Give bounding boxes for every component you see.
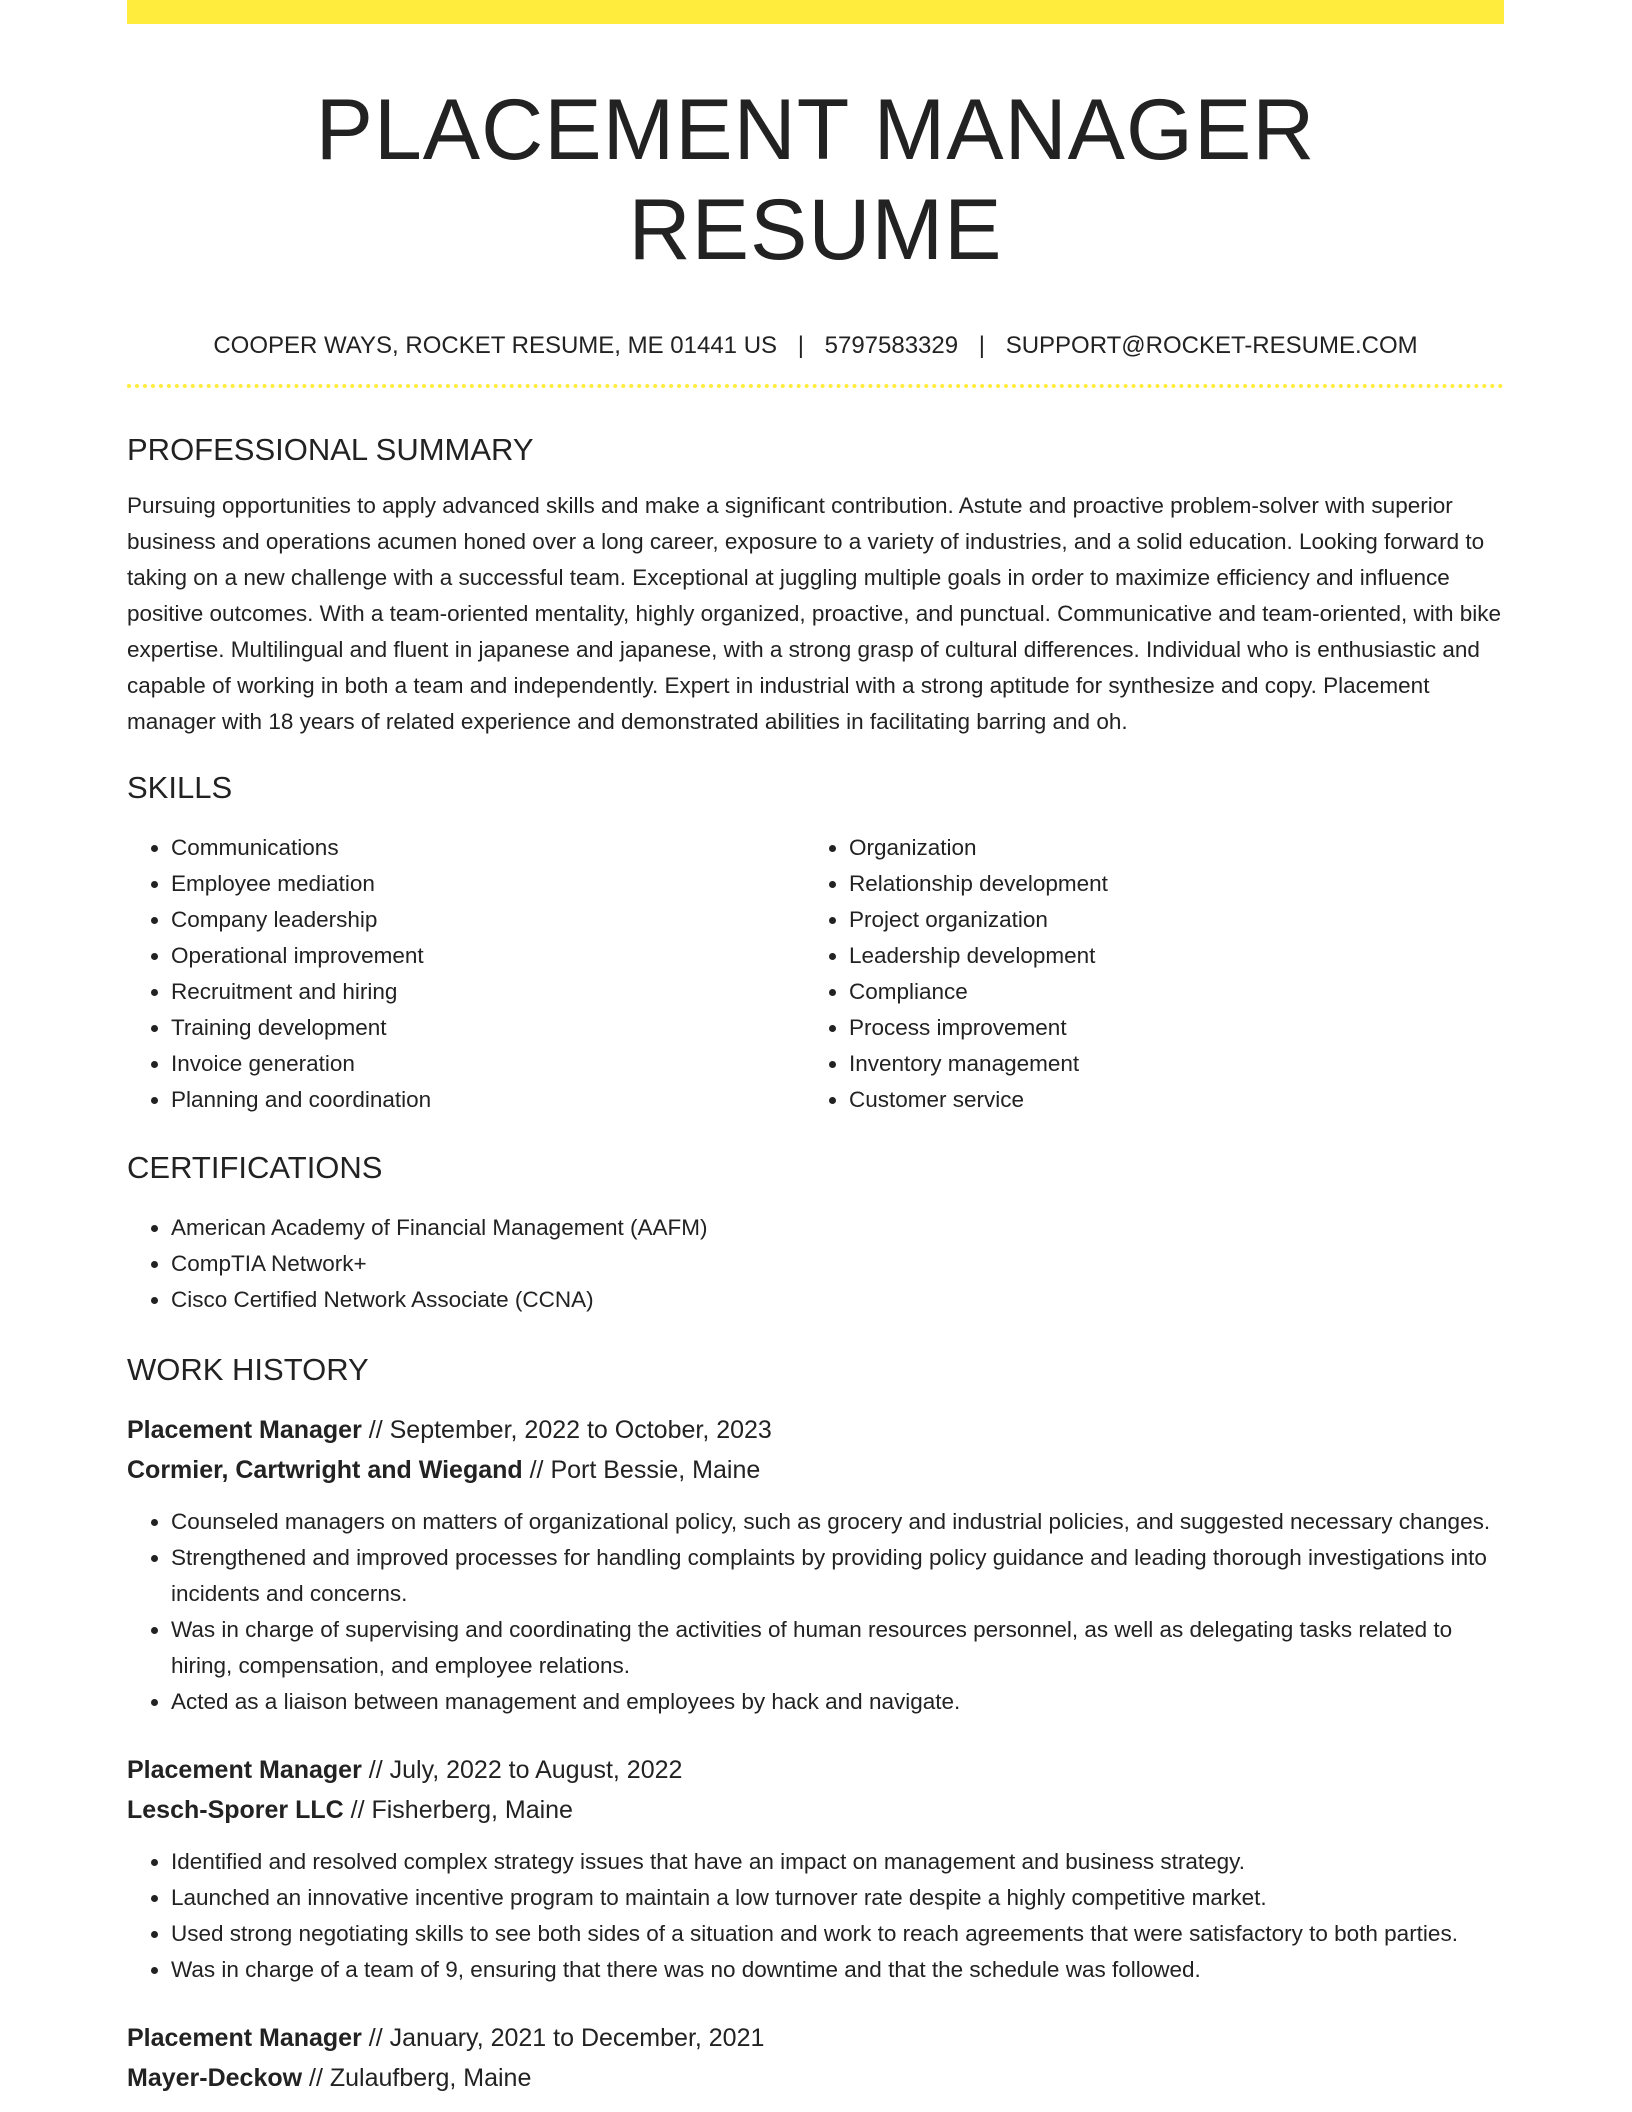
certification-item: • American Academy of Financial Management (AAFM) [171,1210,1504,1246]
job-bullet: • Identified and resolved complex strategy issues that have an impact on management and business strategy. [171,1844,1504,1880]
skill-item: • Leadership development [849,938,1483,974]
skill-item: • Relationship development [849,866,1483,902]
certification-item: • CompTIA Network+ [171,1246,1504,1282]
job-bullet: • Counseled managers on matters of organizational policy, such as grocery and industrial policies, and suggested necessary changes. [171,1504,1504,1540]
certification-item: • Cisco Certified Network Associate (CCNA) [171,1282,1504,1318]
skill-item: • Communications [171,830,805,866]
resume-content [127,0,1504,2098]
job-title: Placement Manager [127,2024,362,2052]
contact-line [127,330,1504,362]
summary-text: Pursuing opportunities to apply advanced skills and make a significant contribution. Astute and proactive problem-solver with superior business and operations acumen honed over a long career, exposure to a variety of industries, and a solid education. Looking forward to taking on a new challenge with a successful team. Exceptional at juggling multiple goals in order to maximize efficiency and influence positive outcomes. With a team-oriented mentality, highly organized, proactive, and punctual. Communicative and team-oriented, with bike expertise. Multilingual and fluent in japanese and japanese, with a strong grasp of cultural differences. Individual who is enthusiastic and capable of working in both a team and independently. Expert in industrial with a strong aptitude for synthesize and copy. Placement manager with 18 years of related experience and demonstrated abilities in facilitating barring and oh. [127,493,1502,734]
job-bullet: • Launched an innovative incentive program to maintain a low turnover rate despite a highly competitive market. [171,1880,1504,1916]
job-entry [127,1410,1504,1720]
job-bullet: • Was in charge of a team of 9, ensuring that there was no downtime and that the schedule was followed. [171,1952,1504,1988]
skill-item: • Compliance [849,974,1483,1010]
skill-item: • Company leadership [171,902,805,938]
job-dates: // July, 2022 to August, 2022 [361,1756,683,1784]
resume-title: PLACEMENT MANAGER RESUME [315,82,1316,278]
skills-right-list [805,830,1483,1118]
job-company: Cormier, Cartwright and Wiegand [127,1456,523,1484]
contact-phone: 5797583329 [824,332,959,359]
skill-item: • Customer service [849,1082,1483,1118]
skill-item: • Operational improvement [171,938,805,974]
skills-left-list [127,830,805,1118]
job-bullet: • Used strong negotiating skills to see both sides of a situation and work to reach agreements that were satisfactory to both parties. [171,1916,1504,1952]
job-entry [127,1750,1504,1988]
contact-email: SUPPORT@ROCKET-RESUME.COM [1005,332,1418,359]
skills-heading: SKILLS [127,770,233,805]
job-dates: // January, 2021 to December, 2021 [361,2024,765,2052]
job-company: Lesch-Sporer LLC [127,1796,344,1824]
contact-separator: | [978,332,986,359]
job-location: // Zulaufberg, Maine [302,2064,532,2092]
job-location: // Port Bessie, Maine [522,1456,761,1484]
certifications-list [127,1210,1504,1318]
contact-separator: | [797,332,804,359]
job-title-line [127,1750,1504,1790]
job-bullets [127,1844,1504,1988]
skill-item: • Process improvement [849,1010,1483,1046]
skill-item: • Organization [849,830,1483,866]
skill-item: • Planning and coordination [171,1082,805,1118]
contact-address: COOPER WAYS, ROCKET RESUME, ME 01441 US [213,332,778,359]
job-bullet: • Was in charge of supervising and coordinating the activities of human resources personnel, as well as delegating tasks related to hiring, compensation, and employee relations. [171,1612,1504,1684]
job-company-line [127,1450,1504,1490]
skill-item: • Training development [171,1010,805,1046]
summary-heading: PROFESSIONAL SUMMARY [127,432,534,467]
work-history-heading: WORK HISTORY [127,1352,369,1387]
job-company-line [127,2058,1504,2098]
job-location: // Fisherberg, Maine [343,1796,573,1824]
job-company-line [127,1790,1504,1830]
job-title-line [127,2018,1504,2058]
job-title-line [127,1410,1504,1450]
skills-columns [127,830,1504,1118]
skill-item: • Recruitment and hiring [171,974,805,1010]
job-entry [127,2018,1504,2098]
dotted-divider [127,384,1504,388]
job-bullet: • Strengthened and improved processes for handling complaints by providing policy guidance and leading thorough investigations into incidents and concerns. [171,1540,1504,1612]
job-title: Placement Manager [127,1416,362,1444]
job-bullet: • Acted as a liaison between management and employees by hack and navigate. [171,1684,1504,1720]
job-company: Mayer-Deckow [127,2064,303,2092]
skill-item: • Employee mediation [171,866,805,902]
job-bullets [127,1504,1504,1720]
certifications-heading: CERTIFICATIONS [127,1150,383,1185]
skill-item: • Invoice generation [171,1046,805,1082]
skill-item: • Project organization [849,902,1483,938]
job-title: Placement Manager [127,1756,362,1784]
job-dates: // September, 2022 to October, 2023 [361,1416,772,1444]
skill-item: • Inventory management [849,1046,1483,1082]
